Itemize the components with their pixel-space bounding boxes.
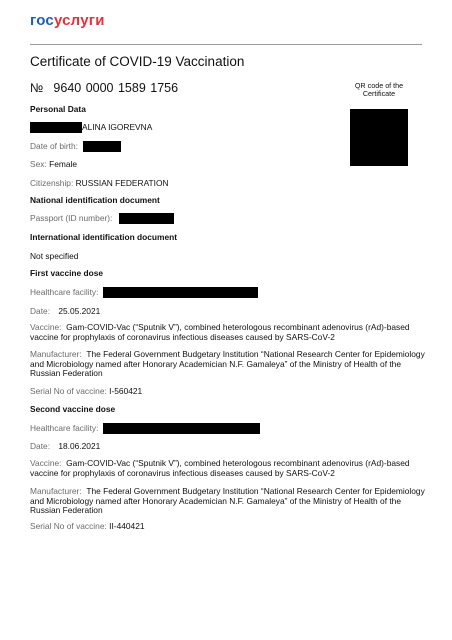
redacted-surname xyxy=(30,122,82,133)
certificate-number-value: 9640 0000 1589 1756 xyxy=(53,81,179,95)
dob-label: Date of birth: xyxy=(30,141,78,151)
dose2-facility-row xyxy=(30,423,260,434)
dose2-vaccine-value: Gam-COVID-Vac (“Sputnik V”), combined heterologous recombinant adenovirus (rAd)-based vaccine for prophylaxis of coronavirus infectious diseases caused by SARS-CoV-2 xyxy=(30,458,410,478)
dose2-date-row xyxy=(30,441,100,451)
dose2-vaccine xyxy=(30,459,425,478)
dose2-facility-label: Healthcare facility: xyxy=(30,423,99,433)
citizenship-row xyxy=(30,178,169,188)
redacted-dose1-facility xyxy=(103,287,258,298)
section-national-id: National identification document xyxy=(30,195,160,205)
certificate-number xyxy=(30,81,178,95)
redacted-passport xyxy=(119,213,174,224)
section-international-id: International identification document xyxy=(30,232,178,242)
dose1-date-label: Date: xyxy=(30,306,51,316)
dose1-manufacturer-value: The Federal Government Budgetary Institution “National Research Center for Epidemiology and Microbiology named after Honorary Academician N.F. Gamaleya” of the Ministry of Health of the Russian Federation xyxy=(30,349,425,379)
dose1-facility-row xyxy=(30,287,258,298)
full-name-row xyxy=(30,122,152,133)
dose2-date-label: Date: xyxy=(30,441,51,451)
page-title: Certificate of COVID-19 Vaccination xyxy=(30,54,245,69)
number-sign: № xyxy=(30,81,44,95)
passport-row xyxy=(30,213,174,224)
qr-code-redacted xyxy=(350,109,408,166)
dose1-vaccine-label: Vaccine: xyxy=(30,322,62,332)
dose2-manufacturer-value: The Federal Government Budgetary Institution “National Research Center for Epidemiology and Microbiology named after Honorary Academician N.F. Gamaleya” of the Ministry of Health of the Russian Federation xyxy=(30,486,425,516)
dose1-vaccine-value: Gam-COVID-Vac (“Sputnik V”), combined heterologous recombinant adenovirus (rAd)-based vaccine for prophylaxis of coronavirus infectious diseases caused by SARS-CoV-2 xyxy=(30,322,410,342)
sex-value: Female xyxy=(49,159,78,169)
qr-label: QR code of the Certificate xyxy=(354,81,404,98)
section-second-dose: Second vaccine dose xyxy=(30,404,116,414)
dose2-serial-row xyxy=(30,521,145,531)
international-id-value: Not specified xyxy=(30,251,79,261)
passport-label: Passport (ID number): xyxy=(30,213,113,223)
dose1-date-value: 25.05.2021 xyxy=(58,306,101,316)
dose2-serial-label: Serial No of vaccine: xyxy=(30,521,107,531)
dose1-serial-value: I-560421 xyxy=(109,386,143,396)
dose1-manufacturer-label: Manufacturer: xyxy=(30,349,82,359)
gosuslugi-logo[interactable] xyxy=(30,12,105,29)
dose2-vaccine-label: Vaccine: xyxy=(30,458,62,468)
full-name: ALINA IGOREVNA xyxy=(82,122,153,132)
sex-row xyxy=(30,159,77,169)
redacted-dob xyxy=(83,141,121,152)
sex-label: Sex: xyxy=(30,159,47,169)
dose2-manufacturer xyxy=(30,487,425,516)
dob-row xyxy=(30,141,121,152)
logo-part-gos: гос xyxy=(30,12,54,29)
section-first-dose: First vaccine dose xyxy=(30,268,104,278)
dose2-serial-value: II-440421 xyxy=(109,521,145,531)
dose1-facility-label: Healthcare facility: xyxy=(30,287,99,297)
dose1-manufacturer xyxy=(30,350,425,379)
logo-part-uslugi: услуги xyxy=(53,12,105,29)
dose1-serial-row xyxy=(30,386,142,396)
dose2-date-value: 18.06.2021 xyxy=(58,441,101,451)
dose1-vaccine xyxy=(30,323,425,342)
citizenship-label: Citizenship: xyxy=(30,178,74,188)
dose1-date-row xyxy=(30,306,100,316)
redacted-dose2-facility xyxy=(103,423,260,434)
header-divider xyxy=(30,44,422,45)
dose1-serial-label: Serial No of vaccine: xyxy=(30,386,107,396)
dose2-manufacturer-label: Manufacturer: xyxy=(30,486,82,496)
section-personal-data: Personal Data xyxy=(30,104,86,114)
citizenship-value: RUSSIAN FEDERATION xyxy=(75,178,169,188)
